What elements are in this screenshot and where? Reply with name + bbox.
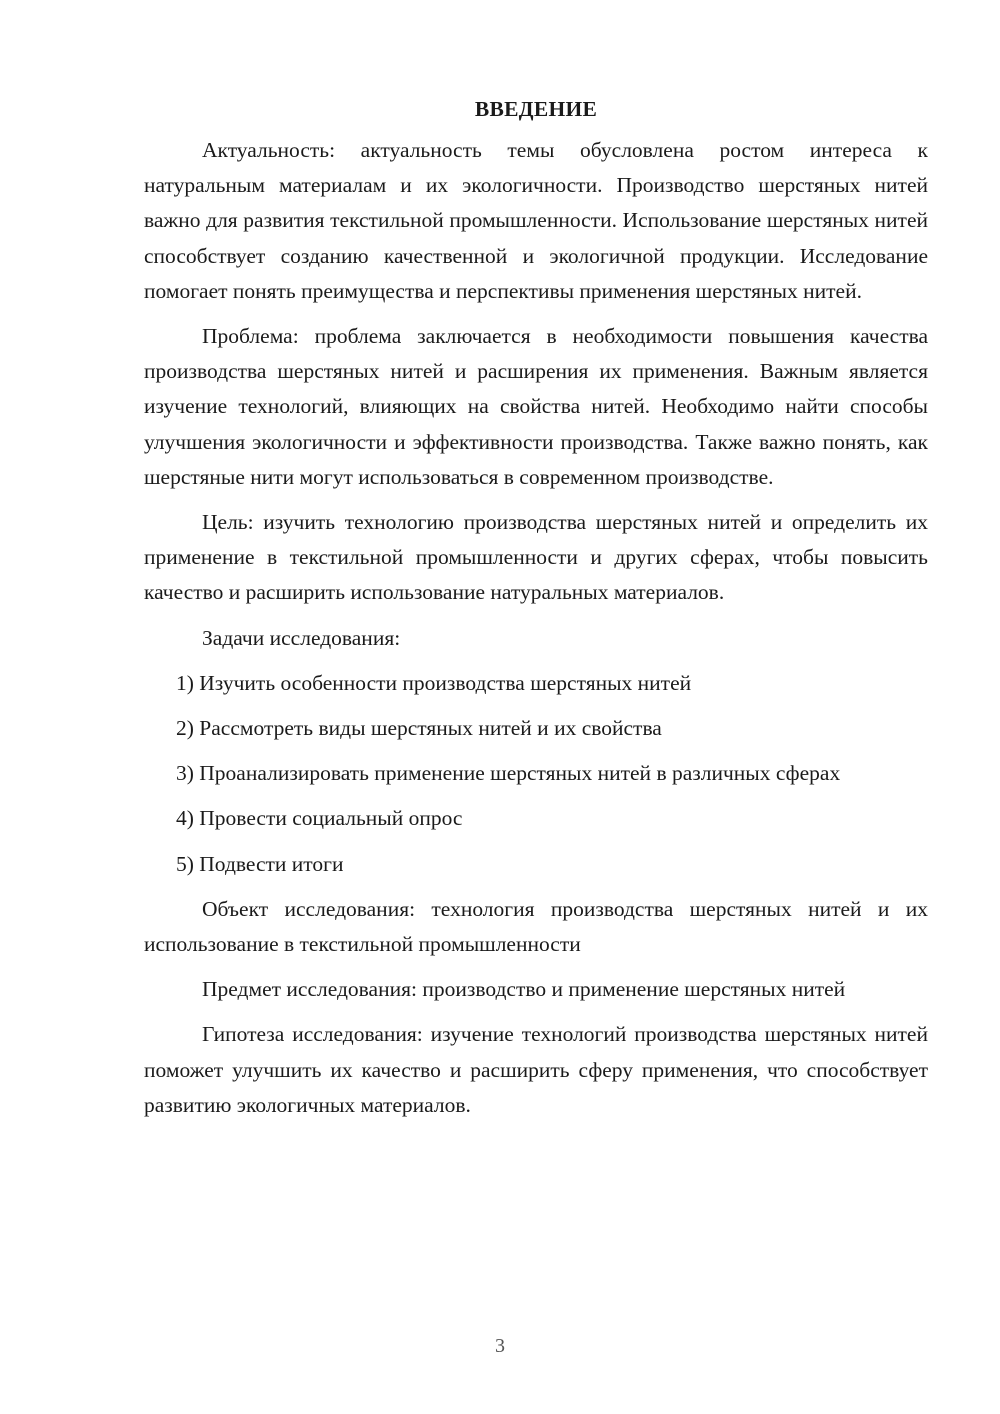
task-item-1: 1) Изучить особенности производства шерстяных нитей — [176, 670, 692, 695]
paragraph-problem: Проблема: проблема заключается в необходимости повышения качества производства шерстяных нитей и расширения их применения. Важным является изучение технологий, влияющих на свойства нитей. Необходимо найти способы улучшения экологичности и эффективности производства. Также важно понять, как шерстяные нити могут использоваться в современном производстве. — [144, 324, 928, 489]
paragraph-hypothesis: Гипотеза исследования: изучение технологий производства шерстяных нитей поможет улучшить их качество и расширить сферу применения, что способствует развитию экологичных материалов. — [144, 1022, 928, 1117]
paragraph-relevance: Актуальность: актуальность темы обусловлена ростом интереса к натуральным материалам и их экологичности. Производство шерстяных нитей важно для развития текстильной промышленности. Использование шерстяных нитей способствует созданию качественной и экологичной продукции. Исследование помогает понять преимущества и перспективы применения шерстяных нитей. — [144, 138, 928, 303]
task-item-4: 4) Провести социальный опрос — [176, 806, 463, 831]
page-number: 3 — [495, 1335, 505, 1357]
page-title: ВВЕДЕНИЕ — [474, 97, 598, 121]
paragraph-tasks-heading: Задачи исследования: — [202, 625, 401, 650]
task-item-2: 2) Рассмотреть виды шерстяных нитей и их свойства — [176, 716, 662, 741]
document-page — [144, 92, 928, 1133]
paragraph-goal: Цель: изучить технологию производства шерстяных нитей и определить их применение в текстильной промышленности и других сферах, чтобы повысить качество и расширить использование натуральных материалов. — [144, 510, 928, 605]
task-item-5: 5) Подвести итоги — [176, 851, 344, 876]
paragraph-subject: Предмет исследования: производство и применение шерстяных нитей — [202, 977, 846, 1002]
paragraph-object: Объект исследования: технология производства шерстяных нитей и их использование в текстильной промышленности — [144, 896, 928, 957]
task-item-3: 3) Проанализировать применение шерстяных нитей в различных сферах — [176, 761, 841, 786]
